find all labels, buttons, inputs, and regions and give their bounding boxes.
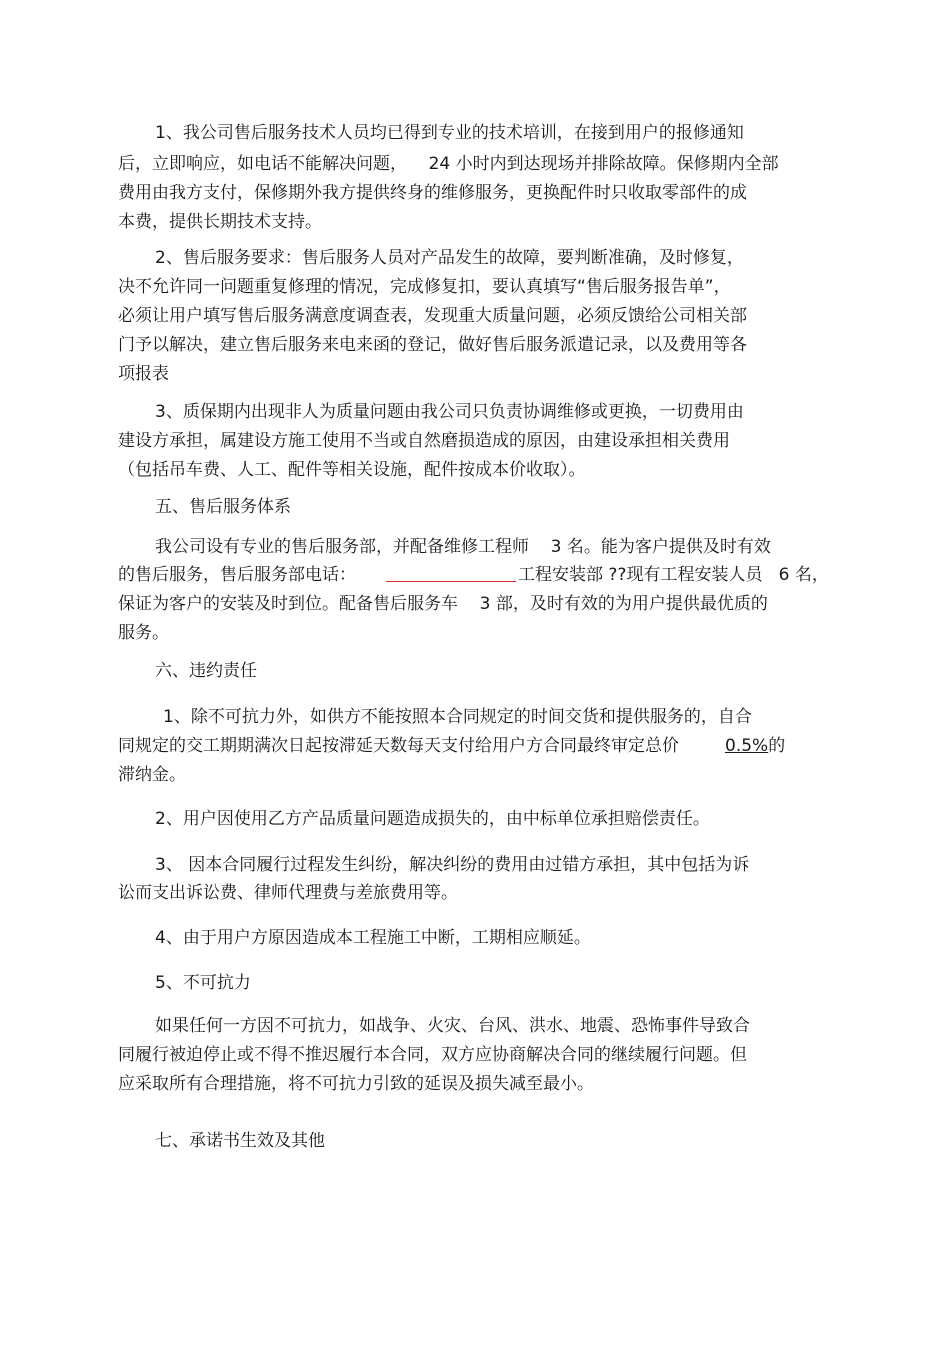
paragraph-text: 工程安装部 ??现有工程安装人员 6 名，	[518, 565, 829, 585]
paragraph-line: 滞纳金。	[118, 765, 186, 785]
paragraph-line: 项报表	[118, 364, 169, 384]
paragraph-line: 讼而支出诉讼费、律师代理费与差旅费用等。	[118, 883, 458, 903]
paragraph-line: 如果任何一方因不可抗力，如战争、火灾、台风、洪水、地震、恐怖事件导致合	[155, 1016, 750, 1036]
paragraph-line: 1、我公司售后服务技术人员均已得到专业的技术培训，在接到用户的报修通知	[155, 123, 744, 143]
paragraph-line: 必须让用户填写售后服务满意度调查表，发现重大质量问题，必须反馈给公司相关部	[118, 306, 747, 326]
paragraph-line: 后，立即响应，如电话不能解决问题， 24 小时内到达现场并排除故障。保修期内全部	[118, 154, 779, 174]
paragraph-line: 应采取所有合理措施，将不可抗力引致的延误及损失减至最小。	[118, 1074, 594, 1094]
section-heading: 5、不可抗力	[155, 973, 251, 993]
penalty-rate: 0.5%	[725, 736, 769, 756]
section-heading: 七、承诺书生效及其他	[155, 1131, 325, 1151]
paragraph-text: 的	[768, 736, 786, 756]
paragraph-line: 3、 因本合同履行过程发生纠纷，解决纠纷的费用由过错方承担，其中包括为诉	[155, 855, 750, 875]
paragraph-line: 我公司设有专业的售后服务部，并配备维修工程师 3 名。能为客户提供及时有效	[155, 537, 771, 557]
paragraph-line: （包括吊车费、人工、配件等相关设施，配件按成本价收取）。	[118, 460, 586, 480]
paragraph-line: 服务。	[118, 623, 169, 643]
paragraph-line: 费用由我方支付，保修期外我方提供终身的维修服务，更换配件时只收取零部件的成	[118, 183, 747, 203]
paragraph-line: 3、质保期内出现非人为质量问题由我公司只负责协调维修或更换，一切费用由	[155, 402, 744, 422]
paragraph-line	[118, 563, 829, 587]
paragraph-line: 1、除不可抗力外，如供方不能按照本合同规定的时间交货和提供服务的，自合	[163, 707, 752, 727]
paragraph-line: 2、售后服务要求：售后服务人员对产品发生的故障，要判断准确，及时修复，	[155, 248, 744, 268]
paragraph-text: 同规定的交工期期满次日起按滞延天数每天支付给用户方合同最终审定总价	[118, 736, 679, 756]
paragraph-text: 的售后服务，售后服务部电话：	[118, 565, 356, 585]
paragraph-line	[118, 734, 785, 758]
paragraph-line: 建设方承担，属建设方施工使用不当或自然磨损造成的原因，由建设承担相关费用	[118, 431, 730, 451]
paragraph-line: 同履行被迫停止或不得不推迟履行本合同，双方应协商解决合同的继续履行问题。但	[118, 1045, 747, 1065]
paragraph-line: 本费，提供长期技术支持。	[118, 212, 322, 232]
section-heading: 五、售后服务体系	[155, 497, 291, 517]
phone-blank	[386, 563, 516, 582]
paragraph-line: 4、由于用户方原因造成本工程施工中断，工期相应顺延。	[155, 928, 591, 948]
paragraph-line: 2、用户因使用乙方产品质量问题造成损失的，由中标单位承担赔偿责任。	[155, 809, 710, 829]
section-heading: 六、违约责任	[155, 661, 257, 681]
paragraph-line: 保证为客户的安装及时到位。配备售后服务车 3 部，及时有效的为用户提供最优质的	[118, 594, 768, 614]
paragraph-line: 决不允许同一问题重复修理的情况，完成修复扣，要认真填写“售后服务报告单”，	[118, 277, 731, 297]
paragraph-line: 门予以解决，建立售后服务来电来函的登记，做好售后服务派遣记录，以及费用等各	[118, 335, 747, 355]
